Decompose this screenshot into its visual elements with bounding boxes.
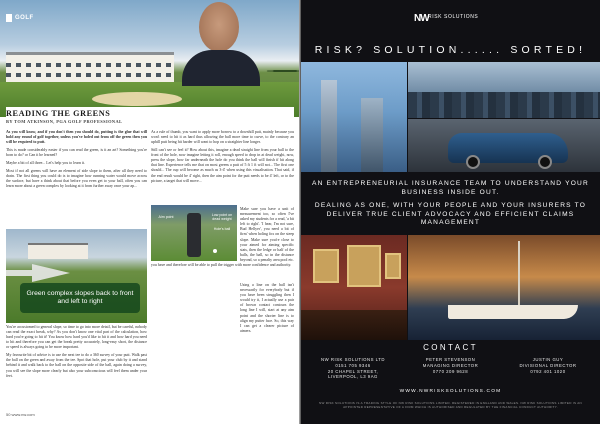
contact-line: DIVISIONAL DIRECTOR	[519, 362, 577, 368]
contact-line: LIVERPOOL, L3 9AG	[328, 374, 378, 380]
city-skyline-photo	[408, 62, 600, 118]
low-point-label: Low point on dead weight	[211, 213, 233, 221]
yacht-hull	[448, 305, 578, 319]
website-url: WWW.NWRISKSOLUTIONS.COM	[399, 389, 502, 394]
legal-disclaimer: NW RISK SOLUTIONS IS A TRADING STYLE OF NW RISK SOLUTIONS LIMITED. REGISTERED IN ENGLAND AND WALES. NW RISK SOLUTIONS LIMITED IS AN APPOINTED REPRESENTATIVE OF A FIRM WHICH IS AUTHORISED AND REGULATED BY THE FINANCIAL CONDUCT AUTHORITY.	[318, 401, 582, 409]
skyline	[408, 92, 600, 118]
article-column-a-top	[6, 130, 147, 227]
photo-mosaic-bottom	[301, 235, 600, 340]
green-callout	[20, 283, 140, 313]
article-header	[6, 107, 294, 124]
yacht-photo	[408, 235, 600, 340]
brand-name: RISK SOLUTIONS	[428, 14, 479, 20]
aim-point-label: Aim point	[158, 215, 174, 219]
article-headline: READING THE GREENS	[6, 109, 111, 118]
golf-tee-icon	[6, 14, 12, 22]
contact-line: JUSTIN GUY	[532, 357, 564, 362]
photo-mosaic-top	[301, 62, 600, 172]
brand-mark: NW	[414, 13, 429, 24]
contact-line: MANAGING DIRECTOR	[422, 362, 479, 368]
article-paragraph: Still can't see or feel it? How about this, imagine a dead straight line from your ball to the front of the hole, now imagine letting it roll, enough speed to drop in at dead weight, now, press the slope, how far underneath the hole do you think the ball will finish if hit along that line. Experience tells me that on most greens a putt of 5 ft 1 ft will not... The first one should... The cup will become as much as 3-4' when using this visualisation. That said, if the end result would be 4' right, then the aim point for the putt needs to be 4' left, or to the picture, a target that will move...	[151, 148, 294, 183]
golf-course-hero-photo	[0, 0, 300, 117]
contact-company	[305, 357, 401, 380]
contact-line: NW RISK SOLUTIONS LTD	[321, 357, 385, 362]
contact-heading: CONTACT	[423, 343, 478, 352]
advert-tagline: RISK? SOLUTION...... SORTED!	[314, 44, 587, 56]
clubhouse	[6, 52, 174, 82]
article-column-a-bottom	[6, 325, 147, 407]
clubhouse	[28, 243, 88, 259]
article-paragraph: Most if not all greens will have an element of side slope to them, after all they need to drain. The first thing you could do is to imagine how running water would move across the surface, but have a think about that before you even get to your ball, often you can learn more about a green complex by looking at it from further away once your ap...	[6, 168, 147, 189]
article-paragraph: You're accustomed to general slope, so time to go into more detail, but be careful, nobody can read the exact break, why? As you don't know one vital part of the calculation, how hard you're going to hit it! You know how hard you'd like to hit it and how hard you need to hit and therefore you can get the break pretty accurately, long-easy short, the distance or speed is always going to be more important.	[6, 325, 147, 350]
article-paragraph: My favourite bit of advice is to use the next tee to do a 360 survey of your putt. Walk past the ball on the green and away from the tee. Spot that hole, put your club by it and stand behind it and walk back to the ball on the opposite side of the ball, again doing a survey, you will see the slope more clearly but also your subconscious will feel them under your feet.	[6, 353, 147, 378]
contact-line: PETER STEVENSON	[425, 357, 476, 362]
picture-frame	[313, 249, 339, 283]
section-tag-label: GOLF	[15, 15, 34, 21]
golfer-legs	[187, 213, 201, 257]
article-column-b-mid	[240, 207, 294, 263]
wheel-icon	[538, 155, 552, 169]
contact-line: 0151 705 9346	[335, 362, 371, 368]
article-column-b-end	[240, 283, 294, 350]
article-byline: BY TOM ATKINSON, PGA GOLF PROFESSIONAL	[6, 119, 123, 124]
picture-frame	[385, 253, 401, 279]
hole-label: Hole's ball	[213, 227, 231, 231]
author-body	[182, 50, 260, 86]
article-column-b-top	[151, 130, 294, 202]
advert-page	[301, 0, 600, 424]
contact-managing-director	[403, 357, 499, 380]
putting-photo	[151, 205, 237, 261]
wheel-icon	[466, 155, 480, 169]
article-column-b-bottom	[151, 263, 294, 282]
article-paragraph: This is made considerably easier if you can read the green, is it an art? Something you're born to do? or Can it be learned?	[6, 148, 147, 158]
bunker	[92, 92, 182, 106]
contact-line: 20 CHAPEL STREET,	[327, 368, 379, 374]
art-gallery-photo	[301, 235, 407, 340]
contact-line: 0792 401 1020	[530, 368, 566, 374]
mast	[518, 241, 520, 311]
luxury-car-photo	[408, 119, 600, 172]
picture-frame	[347, 245, 381, 287]
green-callout-text: Green complex slopes back to front and left to right	[26, 290, 134, 305]
author-head	[199, 2, 239, 52]
mission-line-1: AN ENTREPRENEURIAL INSURANCE TEAM TO UNDERSTAND YOUR BUSINESS INSIDE OUT.	[312, 180, 589, 196]
skyscraper-photo	[301, 62, 407, 172]
article-paragraph: As a rule of thumb, you want to apply more borrow to a downhill putt, mainly because you won't need to hit it as hard thus allowing the ball more time to curve, to the contrary an uphill putt being hit harder will want to hop on a straighter line longer.	[151, 130, 294, 145]
green-slope-photo	[6, 229, 147, 323]
article-paragraph: As you will know, and if you don't then you should do, putting is the glue that will hold any round of golf together, unless you've holed out from off the green then you will be required to putt.	[6, 130, 147, 145]
mission-statement	[301, 180, 600, 233]
gallery-floor	[301, 310, 407, 340]
section-tag	[6, 14, 34, 22]
tower	[361, 98, 383, 172]
article-paragraph: Using a line on the ball isn't necessarily for everybody but if you have been struggling then I would try it, I actually use a pair of brown contact contours the long line I will, start at any aim point and the shorter line is to align my putter face. So, this way I can get a clearer picture of aimers.	[240, 283, 294, 333]
brand-logo	[406, 12, 496, 34]
golf-ball-icon	[213, 249, 217, 253]
article-paragraph: Make sure you have a unit of measurement too, so often I've asked my students for a read, 'a bit left to right'. 'I hear, I'm not sure, Bud Hellyer', you need a bit of firm' when holing fox on the steep slope. Make sure you're close to your aimed for aiming specific stats, then the ledge or half of the balls, the ball, so in the distance beyond, so a penalty area pool etc.	[240, 207, 294, 262]
article-paragraph: Maybe a bit of all three... Let's help you to learn it.	[6, 161, 86, 166]
mission-line-2: DEALING AS ONE, WITH YOUR PEOPLE AND YOUR INSURERS TO DELIVER TRUE CLIENT ADVOCACY AND EFFICIENT CLAIMS MANAGEMENT	[314, 202, 587, 227]
article-paragraph: you have and therefore will be able to pull the trigger with more confidence and authority.	[151, 263, 292, 267]
contact-list	[305, 357, 596, 380]
contact-divisional-director	[500, 357, 596, 380]
contact-line: 0770 209 9628	[432, 368, 469, 374]
page-folio: 50 www.nw.com	[6, 412, 35, 417]
slope-arrow-icon	[32, 264, 70, 282]
author-portrait	[182, 0, 260, 86]
tower	[321, 80, 337, 172]
